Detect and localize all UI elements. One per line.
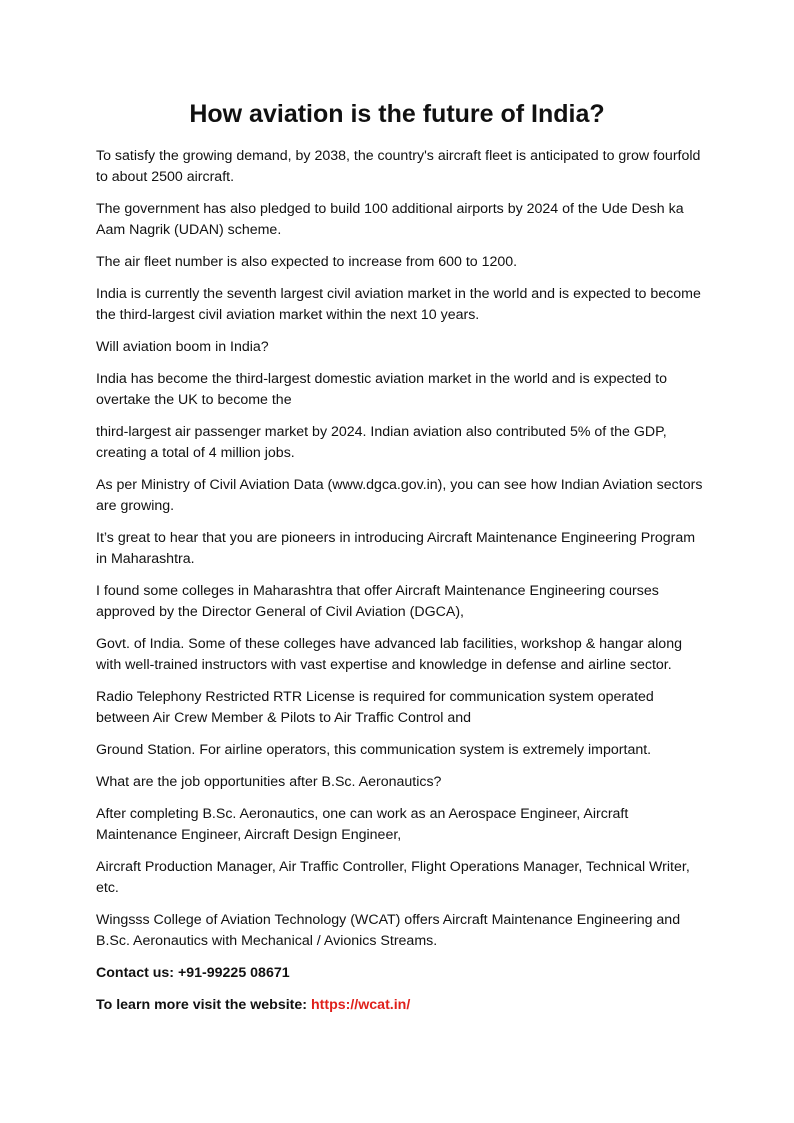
paragraph-fleet-growth: To satisfy the growing demand, by 2038, the country's aircraft fleet is anticipated to grow fourfold to about 2500 aircraft. (96, 148, 701, 185)
paragraph-job-roles: After completing B.Sc. Aeronautics, one can work as an Aerospace Engineer, Aircraft Maintenance Engineer, Aircraft Design Engineer, (96, 806, 629, 843)
paragraph-wcat-offers: Wingsss College of Aviation Technology (WCAT) offers Aircraft Maintenance Engineering and B.Sc. Aeronautics with Mechanical / Avionics Streams. (96, 912, 681, 949)
contact-line: Contact us: +91-99225 08671 (96, 965, 290, 981)
website-link[interactable]: https://wcat.in/ (310, 997, 411, 1013)
paragraph-air-fleet-number: The air fleet number is also expected to increase from 600 to 1200. (96, 254, 518, 270)
paragraph-udan-airports: The government has also pledged to build 100 additional airports by 2024 of the Ude Desh ka Aam Nagrik (UDAN) scheme. (96, 201, 684, 238)
paragraph-colleges: I found some colleges in Maharashtra that offer Aircraft Maintenance Engineering courses approved by the Director General of Civil Aviation (DGCA), (96, 583, 659, 620)
paragraph-ministry-data: As per Ministry of Civil Aviation Data (www.dgca.gov.in), you can see how Indian Aviation sectors are growing. (96, 477, 703, 514)
paragraph-question-jobs: What are the job opportunities after B.Sc. Aeronautics? (96, 774, 442, 790)
document-body (96, 146, 706, 1027)
paragraph-more-roles: Aircraft Production Manager, Air Traffic Controller, Flight Operations Manager, Technical Writer, etc. (96, 859, 690, 896)
page-title: How aviation is the future of India? (189, 100, 605, 128)
paragraph-pioneers: It’s great to hear that you are pioneers in introducing Aircraft Maintenance Engineering Program in Maharashtra. (96, 530, 696, 567)
paragraph-ground-station: Ground Station. For airline operators, this communication system is extremely important. (96, 742, 652, 758)
paragraph-rtr-license: Radio Telephony Restricted RTR License is required for communication system operated between Air Crew Member & Pilots to Air Traffic Control and (96, 689, 654, 726)
website-line (96, 995, 706, 1016)
paragraph-facilities: Govt. of India. Some of these colleges have advanced lab facilities, workshop & hangar along with well-trained instructors with vast expertise and knowledge in defense and airline sector. (96, 636, 682, 673)
paragraph-question-boom: Will aviation boom in India? (96, 339, 269, 355)
website-label: To learn more visit the website: (96, 997, 311, 1013)
paragraph-domestic-market: India has become the third-largest domestic aviation market in the world and is expected to overtake the UK to become the (96, 371, 667, 408)
paragraph-market-ranking: India is currently the seventh largest civil aviation market in the world and is expected to become the third-largest civil aviation market within the next 10 years. (96, 286, 701, 323)
paragraph-passenger-market: third-largest air passenger market by 2024. Indian aviation also contributed 5% of the GDP, creating a total of 4 million jobs. (96, 424, 667, 461)
